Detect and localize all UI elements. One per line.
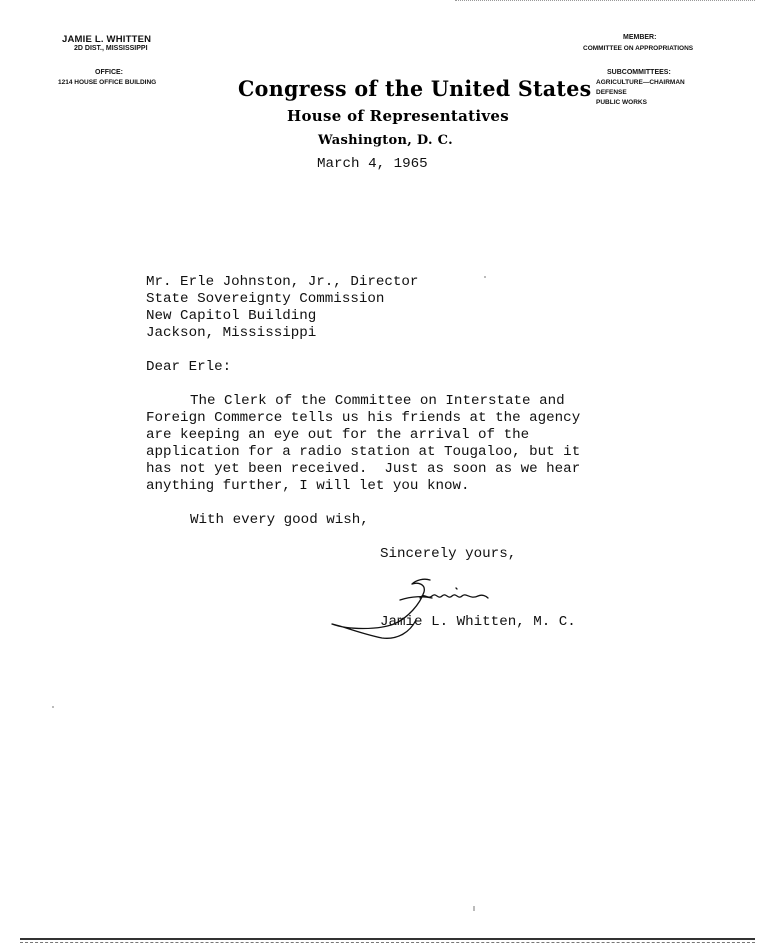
well-wish: With every good wish, [190, 512, 369, 528]
body-line: has not yet been received. Just as soon as we hear [146, 461, 581, 477]
complimentary-close: Sincerely yours, [380, 546, 517, 562]
scan-edge-bottom-dashed [20, 942, 755, 943]
scan-speck [484, 276, 486, 278]
letterhead-member-label: MEMBER: [623, 34, 657, 41]
scan-speck [52, 706, 54, 708]
letterhead-office-label: OFFICE: [95, 69, 123, 76]
scan-edge-top [455, 0, 755, 3]
letter-date: March 4, 1965 [317, 156, 428, 172]
handwritten-signature [328, 574, 493, 644]
letterhead-subcommittee: DEFENSE [596, 89, 627, 96]
body-line: are keeping an eye out for the arrival of the [146, 427, 530, 443]
address-line: Jackson, Mississippi [146, 325, 317, 341]
letterhead-subtitle: House of Representatives [287, 107, 509, 125]
letterhead-member: COMMITTEE ON APPROPRIATIONS [583, 45, 694, 52]
scan-speck [473, 906, 475, 911]
body-line: Foreign Commerce tells us his friends at the agency [146, 410, 581, 426]
letterhead-subcommittees-label: SUBCOMMITTEES: [607, 69, 671, 76]
letterhead-office: 1214 HOUSE OFFICE BUILDING [58, 79, 157, 86]
signer-name: Jamie L. Whitten, M. C. [380, 614, 576, 630]
address-line: New Capitol Building [146, 308, 317, 324]
scan-edge-bottom [20, 938, 755, 940]
body-line: anything further, I will let you know. [146, 478, 470, 494]
address-line: Mr. Erle Johnston, Jr., Director [146, 274, 419, 290]
letterhead-title: Congress of the United States [238, 76, 592, 101]
letterhead-subcommittee: AGRICULTURE—CHAIRMAN [596, 79, 685, 86]
address-line: State Sovereignty Commission [146, 291, 385, 307]
letterhead-name: JAMIE L. WHITTEN [62, 34, 152, 45]
letterhead-location: Washington, D. C. [318, 133, 453, 148]
body-line: application for a radio station at Tougaloo, but it [146, 444, 581, 460]
letterhead-district: 2D DIST., MISSISSIPPI [74, 45, 148, 52]
body-line: The Clerk of the Committee on Interstate and [190, 393, 565, 409]
salutation: Dear Erle: [146, 359, 232, 375]
letterhead-subcommittee: PUBLIC WORKS [596, 99, 647, 106]
